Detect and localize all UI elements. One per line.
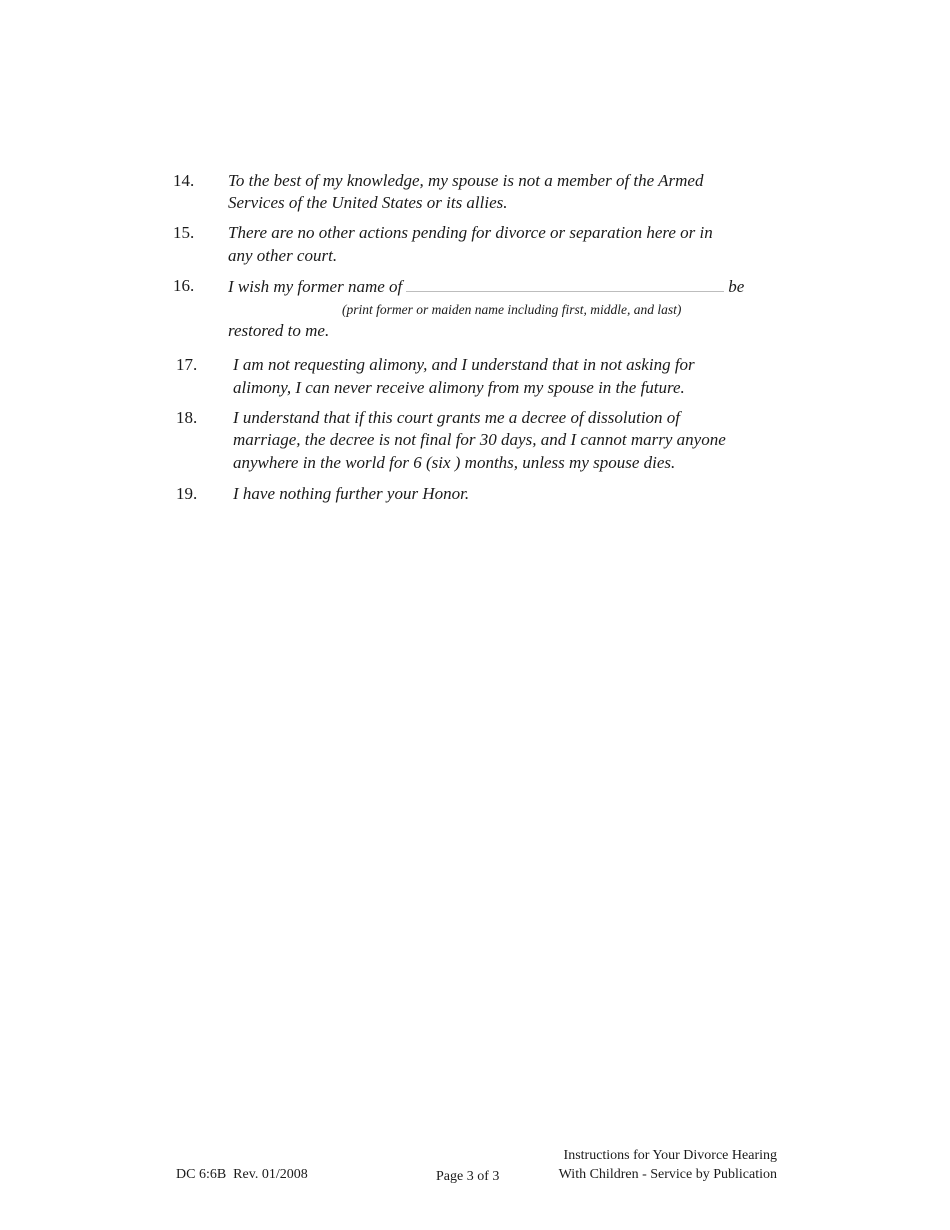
item-text-line: To the best of my knowledge, my spouse is not a member of the Armed	[228, 171, 704, 190]
item-number: 16.	[173, 276, 195, 295]
former-name-blank[interactable]	[406, 275, 724, 292]
item-text-line: marriage, the decree is not final for 30 days, and I cannot marry anyone	[233, 430, 726, 449]
item-text-line: There are no other actions pending for divorce or separation here or in	[228, 223, 713, 242]
item-number: 18.	[176, 408, 198, 427]
item-number: 19.	[176, 484, 198, 503]
item-text-line	[228, 275, 744, 298]
item-text-line: Services of the United States or its allies.	[228, 193, 508, 212]
item-text-line: I have nothing further your Honor.	[233, 484, 470, 503]
item-text-line: I understand that if this court grants me a decree of dissolution of	[233, 408, 681, 427]
item-number: 14.	[173, 171, 195, 190]
item-text-line: alimony, I can never receive alimony from my spouse in the future.	[233, 378, 685, 397]
footer-title-line1: Instructions for Your Divorce Hearing	[563, 1148, 777, 1163]
former-name-prompt: I wish my former name of	[228, 277, 403, 296]
item-number: 15.	[173, 223, 195, 242]
page-number: Page 3 of 3	[436, 1169, 500, 1184]
footer-title-line2: With Children - Service by Publication	[558, 1167, 777, 1182]
item-number: 17.	[176, 355, 198, 374]
item-text-line: any other court.	[228, 246, 338, 265]
form-id: DC 6:6B Rev. 01/2008	[176, 1167, 308, 1182]
item-text-line: restored to me.	[228, 321, 330, 340]
former-name-hint: (print former or maiden name including first, middle, and last)	[342, 302, 682, 317]
item-text-line: anywhere in the world for 6 (six ) months, unless my spouse dies.	[233, 453, 676, 472]
former-name-suffix: be	[728, 277, 745, 296]
item-text-line: I am not requesting alimony, and I understand that in not asking for	[233, 355, 695, 374]
